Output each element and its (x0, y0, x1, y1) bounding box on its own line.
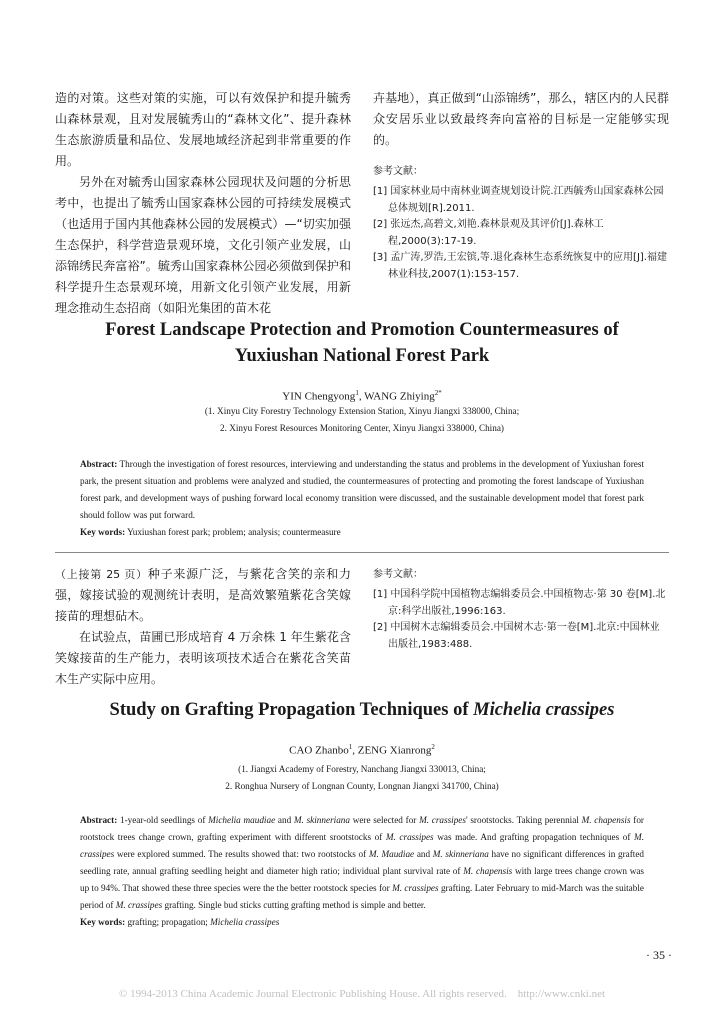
bottom-left-column (55, 564, 351, 690)
top-keywords (80, 524, 644, 541)
top-author-1-sup: 1 (355, 389, 359, 397)
bottom-keywords-species: Michelia crassipes (210, 917, 280, 927)
abstract-run: grafting. Single bud sticks cutting grafting method is simple and better. (162, 900, 426, 910)
top-references-heading: 参考文献： (373, 166, 423, 177)
bottom-author-separator: , (352, 744, 358, 757)
top-english-title (40, 318, 684, 368)
bottom-affiliations (55, 761, 669, 795)
top-authors (55, 389, 669, 403)
abstract-run: were explored summed. The results showed that: two rootstocks of (114, 849, 369, 859)
bottom-author-2: ZENG Xianrong (357, 744, 432, 757)
bottom-author-1-sup: 1 (348, 743, 353, 751)
species-name: M. crassipes (115, 900, 163, 910)
abstract-run: with large trees change crown was up to 94%. That showed these three species were the the better rootstock species for (80, 866, 644, 893)
top-reference-3: [3] 孟广涛,罗浩,王宏镔,等.退化森林生态系统恢复中的应用[J].福建林业科技,2007(1):153-157. (373, 252, 667, 280)
bottom-left-paragraph-2: 在试验点，苗圃已形成培育 4 万余株 1 年生紫花含笑嫁接苗的生产能力，表明该项技术适合在紫花含笑苗木生产实际中应用。 (55, 630, 351, 686)
species-name: M. chapensis (463, 866, 513, 876)
bottom-reference-2: [2] 中国树木志编辑委员会.中国树木志·第一卷[M].北京:中国林业出版社,1983:488. (373, 622, 660, 650)
bottom-right-column (373, 568, 669, 653)
top-right-column (373, 88, 669, 283)
top-affiliation-2: 2. Xinyu Forest Resources Monitoring Center, Xinyu Jiangxi 338000, China) (220, 423, 504, 433)
bottom-abstract-label: Abstract: (80, 815, 118, 825)
top-left-paragraph-2: 另外在对毓秀山国家森林公园现状及问题的分析思考中，也提出了毓秀山国家森林公园的可持续发展模式（也适用于国内其他森林公园的发展模式）—“切实加强生态保护，科学营造景观环境，文化引领产业发展，山添锦绣民奔富裕”。毓秀山国家森林公园必须做到保护和科学提升生态景观环境，用新文化引领产业发展，用新理念推动生态招商（如阳光集团的苗木花 (55, 175, 351, 315)
top-keywords-label: Key words: (80, 527, 126, 537)
copyright-footer: © 1994-2013 China Academic Journal Electronic Publishing House. All rights reserved. http://www.cnki.net (118, 988, 606, 1000)
bottom-author-2-sup: 2 (431, 743, 435, 751)
top-abstract-text: Through the investigation of forest resources, interviewing and understanding the status and problems in the development of Yuxiushan forest park, the present situation and problems were analyzed and studied, the countermeasures of protecting and promoting the forest landscape of Yuxiushan forest park, and development ways of pushing forward local economy transition were discussed, and the sustainable development model that forest park should follow was put forward. (80, 459, 644, 520)
bottom-author-1: CAO Zhanbo (289, 744, 349, 757)
bottom-title-main: Study on Grafting Propagation Techniques of (109, 700, 474, 720)
bottom-affiliation-2: 2. Ronghua Nursery of Longnan County, Longnan Jiangxi 341700, China) (225, 781, 499, 791)
bottom-affiliation-1: (1. Jiangxi Academy of Forestry, Nanchang Jiangxi 330013, China; (238, 764, 486, 774)
bottom-references-heading: 参考文献： (373, 569, 423, 580)
top-author-2-sup: 2* (434, 389, 442, 397)
abstract-run: grafting. Later February to mid-March was the suitable period of (80, 883, 644, 910)
bottom-keywords (80, 914, 644, 931)
bottom-keywords-text: grafting; propagation; (125, 917, 211, 927)
top-abstract-block (80, 456, 644, 541)
top-reference-2: [2] 张远杰,高碧文,刘艳.森林景观及其评价[J].森林工程,2000(3):17-19. (373, 219, 604, 247)
top-abstract (80, 456, 644, 524)
bottom-abstract (80, 812, 644, 914)
top-reference-1: [1] 国家林业局中南林业调查规划设计院.江西毓秀山国家森林公园总体规划[R].2011. (373, 186, 664, 214)
section-divider (55, 552, 669, 553)
abstract-run: and (414, 849, 433, 859)
abstract-run: 1-year-old seedlings of (117, 815, 209, 825)
species-name: M. (368, 849, 379, 859)
species-name: M. crassipes (419, 815, 466, 825)
species-name: M. crassipes (80, 832, 644, 859)
abstract-run: and (275, 815, 294, 825)
species-name: M. skinneriana (293, 815, 350, 825)
bottom-left-paragraph-1-text: 种子来源广泛，与紫花含笑的亲和力强，嫁接试验的观测统计表明，是高效繁殖紫花含笑嫁接苗的理想砧木。 (55, 567, 351, 623)
abstract-run: was made. And grafting propagation techniques of (433, 832, 635, 842)
species-name: M. crassipes (385, 832, 434, 842)
top-abstract-label: Abstract: (80, 459, 118, 469)
species-name: Michelia maudiae (208, 815, 276, 825)
top-author-1: YIN Chengyong (282, 390, 356, 403)
bottom-reference-1: [1] 中国科学院中国植物志编辑委员会.中国植物志·第 30 卷[M].北京:科学出版社,1996:163. (373, 589, 666, 617)
bottom-title-species: Michelia crassipes (473, 700, 615, 720)
top-affiliation-1: (1. Xinyu City Forestry Technology Extension Station, Xinyu Jiangxi 338000, China; (204, 406, 520, 416)
bottom-keywords-label: Key words: (80, 917, 126, 927)
top-affiliations (55, 403, 669, 437)
abstract-run: were selected for (349, 815, 420, 825)
species-name: Maudiae (381, 849, 415, 859)
page-number: · 35 · (646, 948, 672, 962)
top-left-paragraph-1: 造的对策。这些对策的实施，可以有效保护和提升毓秀山森林景观，且对发展毓秀山的“森林文化”、提升森林生态旅游质量和品位、发展地域经济起到非常重要的作用。 (55, 91, 351, 168)
continued-from-note: （上接第 25 页） (55, 568, 148, 581)
bottom-left-paragraph-1 (55, 564, 351, 627)
top-keywords-text: Yuxiushan forest park; problem; analysis; countermeasure (125, 527, 341, 537)
top-right-paragraph: 卉基地），真正做到“山添锦绣”，那么，辖区内的人民群众安居乐业以致最终奔向富裕的目标是一定能够实现的。 (373, 91, 669, 147)
top-title-line-2: Yuxiushan National Forest Park (234, 346, 490, 366)
species-name: M. chapensis (581, 815, 631, 825)
bottom-authors (55, 743, 669, 757)
abstract-run: ' srootstocks. Taking perennial (465, 815, 582, 825)
top-title-line-1: Forest Landscape Protection and Promotion Countermeasures of (105, 320, 619, 340)
species-name: M. crassipes (392, 883, 439, 893)
bottom-english-title (40, 698, 684, 722)
abstract-run: have no significant differences in grafted seedling rate, annual grafting seedling height and diameter high ratio; individual plant survival rate of (80, 849, 644, 876)
abstract-run: for rootstock trees change crown, grafting experiment with different srootstocks of (80, 815, 644, 842)
bottom-abstract-block (80, 812, 644, 931)
top-author-separator: , (358, 390, 365, 403)
species-name: M. skinneriana (432, 849, 489, 859)
top-author-2: WANG Zhiying (364, 390, 435, 403)
top-left-column (55, 88, 351, 319)
